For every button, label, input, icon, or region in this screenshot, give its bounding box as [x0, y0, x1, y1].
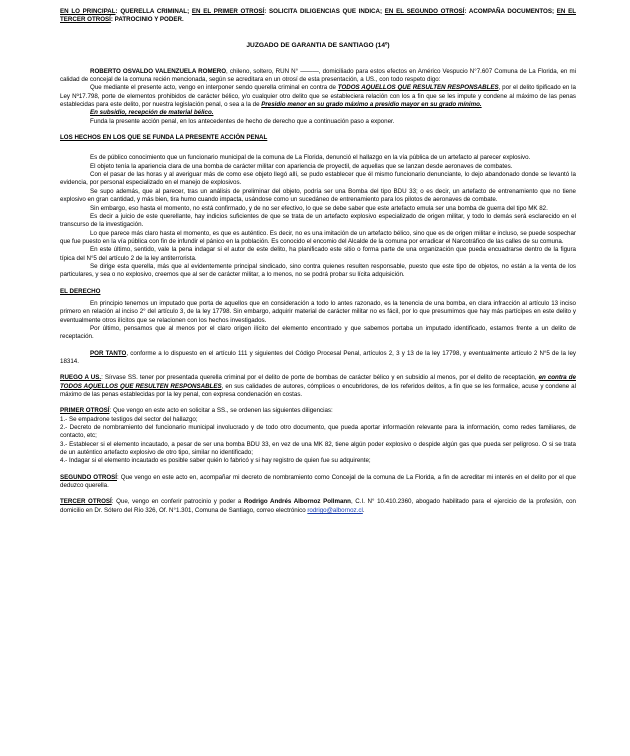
hechos-heading: LOS HECHOS EN LOS QUE SE FUNDA LA PRESENTE ACCIÓN PENAL	[60, 134, 268, 142]
sumilla-tercer-otrosi-label: EN EL TERCER OTROSÍ	[60, 8, 576, 24]
hechos-paragraph-6: Es decir a juicio de este querellante, hay indicios suficientes de que se trata de un artefacto explosivo especializado de origen militar, y todo lo demás será esclarecido en el transcurso de la investigación.	[60, 212, 576, 229]
portanto-label: POR TANTO	[90, 349, 127, 357]
sumilla	[60, 8, 576, 25]
subsidio-text: En subsidio, recepción de material bélico.	[90, 109, 214, 117]
ruego-paragraph	[60, 374, 576, 399]
funda-paragraph: Funda la presente acción penal, en los antecedentes de hecho de derecho que a continuación paso a exponer.	[90, 117, 395, 125]
hechos-paragraph-3: Con el pasar de las horas y al averiguar más de como ese objeto llegó allí, se pudo establecer que él mismo funcionario denunciante, lo dejo abandonado donde se levantó la evidencia, por personal especializado en el manejo de explosivos.	[60, 171, 576, 187]
tercer-otrosi-text-b: , C.I. N° 10.410.2360, abogado habilitado para el ejercicio de la profesión, con domicilio en Dr. Sótero del Río 326, Of. N°1.301, Comuna de Santiago, correo electrónico	[60, 498, 576, 514]
ruego-responsables: en contra de TODOS AQUELLOS QUE RESULTEN RESPONSABLES	[60, 374, 576, 390]
derecho-paragraph-1: En principio tenemos un imputado que porta de aquellos que en consideración a todo lo antes razonado, es la tenencia de una bomba, en clara infracción al artículo 13 inciso primero en relación al inciso 2° del artículo 3, de la ley 17798. Sin embargo, adquirir material de carácter militar no es fácil, por lo que presumimos que hay más partícipes en este delito y eventualmente otros ilícitos que se relacionen con los hechos investigados.	[60, 299, 576, 324]
querella-text-a: Que mediante el presente acto, vengo en interponer sendo querella criminal en contra de	[90, 84, 338, 92]
sumilla-segundo-otrosi-text: : ACOMPAÑA DOCUMENTOS;	[464, 8, 557, 15]
sumilla-tercer-otrosi-text: : PATROCINIO Y PODER.	[110, 16, 184, 24]
tercer-otrosi-paragraph	[60, 498, 576, 515]
abogado-name: Rodrigo Andrés Albornoz Pollmann	[243, 498, 351, 506]
primer-otrosi-text: : Que vengo en este acto en solicitar a SS., se ordenen las siguientes diligencias:	[109, 407, 333, 415]
diligencia-item-3: 3.- Establecer si el elemento incautado, a pesar de ser una bomba BDU 33, en vez de una MK 82, tiene algún poder explosivo o despide algún gas que pueda ser peligroso. O si se trata de un auténtico artefacto explosivo de otro tipo, similar no identificado;	[60, 440, 576, 457]
hechos-paragraph-2: El objeto tenía la apariencia clara de una bomba de carácter militar con apariencia de proyectil, de aquellas que se lanzan desde aeronaves de combates.	[90, 162, 513, 170]
portanto-text: , conforme a lo dispuesto en el artículo 111 y siguientes del Código Procesal Penal, artículos 2, 3 y 13 de la ley 17798, y eventualmente artículo 2 N°5 de la ley 18314.	[60, 349, 576, 365]
ruego-text-c: , en sus calidades de autores, cómplices o encubridores, de los referidos delitos, a fin que se les formalice, acuse y condene al máximo de las penas establecidas por la ley penal, con expresa condenación en costas.	[60, 382, 576, 399]
portanto-paragraph	[60, 350, 576, 367]
querella-paragraph	[60, 84, 576, 109]
intro-text: , chileno, soltero, RUN N° ———, domiciliado para estos efectos en Américo Vespucio N°7.607 Comuna de La Florida, en mi calidad de concejal de la comuna recién mencionada, según se acreditara en un otrosí de esta presentación, a US., con todo respeto digo:	[60, 67, 577, 84]
ruego-text-a: : Sírvase SS. tener por presentada querella criminal por el delito de porte de bombas de carácter bélico y en subsidio al menos, por el delito de receptación,	[101, 374, 539, 382]
segundo-otrosi-label: SEGUNDO OTROSÍ	[60, 473, 117, 481]
derecho-paragraph-2: Por último, pensamos que al menos por el claro origen ilícito del elemento encontrado y que sabemos portaba un imputado identificado, estamos frente a un delito de receptación.	[60, 324, 576, 341]
sumilla-principal-text: : QUERELLA CRIMINAL;	[115, 8, 192, 15]
segundo-otrosi-paragraph	[60, 474, 576, 491]
ruego-label: RUEGO A US.	[60, 374, 102, 382]
hechos-paragraph-7: Lo que parece más claro hasta el momento, es que es auténtico. Es decir, no es una imitación de un artefacto bélico, sino que es de origen militar e incluso, se puede sospechar que fue puesto en la vía pública con fin de infundir el pánico en la población. Es conocido el encomio del Alcalde de la comuna por erradicar el Narcotráfico de las calles de su comuna.	[60, 229, 576, 245]
sumilla-primer-otrosi-text: : SOLICITA DILIGENCIAS QUE INDICA;	[264, 8, 385, 15]
sumilla-primer-otrosi-label: EN EL PRIMER OTROSÍ	[191, 8, 265, 15]
subsidio-paragraph	[60, 109, 576, 117]
querella-text-c: , por el delito tipificado en la Ley Nº17.798, porte de elementos prohibidos de carácter bélico, y/o cualquier otro delito que se estableciera relación con los a fin que se les impute y condene al máximo de las penas establecidas para este delito, por nuestra legislación penal, o sea a la de	[60, 84, 576, 109]
hechos-paragraph-1: Es de público conocimiento que un funcionario municipal de la comuna de La Florida, denunció el hallazgo en la vía pública de un artefacto al parecer explosivo.	[90, 154, 531, 162]
querellante-name: ROBERTO OSVALDO VALENZUELA ROMERO	[90, 67, 227, 75]
primer-otrosi-paragraph	[60, 407, 576, 415]
tercer-otrosi-text-a: : Que, vengo en conferir patrocinio y poder a	[111, 498, 244, 506]
segundo-otrosi-text: : Que vengo en este acto en, acompañar mi decreto de nombramiento como Concejal de la comuna de La Florida, a fin de acreditar mi interés en el delito por el que deduzco querella.	[60, 473, 576, 490]
derecho-heading: EL DERECHO	[60, 287, 101, 295]
tercer-otrosi-label: TERCER OTROSÍ	[60, 498, 112, 506]
intro-paragraph	[60, 68, 576, 85]
abogado-email-link[interactable]: rodrigo@albornoz.cl	[307, 506, 363, 514]
diligencia-item-1: 1.- Se empadrone testigos del sector del hallazgo;	[60, 415, 198, 423]
diligencia-item-4: 4.- Indagar si el elemento incautado es posible saber quién lo fabricó y si hay registro de quien fue su adquirente;	[60, 457, 371, 465]
sumilla-segundo-otrosi-label: EN EL SEGUNDO OTROSÍ	[384, 8, 465, 15]
hechos-paragraph-9: Se dirige esta querella, más que al evidentemente principal sindicado, sino contra quienes resulten responsable, puesto que este tipo de objetos, no están a la venta de los particulares, y sea o no explosivo, creemos que al ser de carácter militar, a lo menos, no se podrá probar su lícita adquisición.	[60, 262, 576, 279]
hechos-paragraph-5: Sin embargo, eso hasta el momento, no está confirmado, y de no ser efectivo, lo que se debe saber que este artefacto emula ser una bomba de guerra del tipo MK 82.	[90, 204, 548, 212]
tercer-otrosi-text-c: .	[362, 506, 365, 514]
court-heading: JUZGADO DE GARANTIA DE SANTIAGO (14º)	[246, 41, 390, 49]
querella-pena: Presidio menor en su grado máximo a presidio mayor en su grado mínimo.	[261, 101, 482, 109]
hechos-paragraph-4: Se supo además, que al parecer, tras un análisis de preliminar del objeto, podría ser una Bomba del tipo BDU 33; o es decir, un artefacto de entrenamiento que no tiene explosivo en gran cantidad, y más bien, tira humo cuando impacta, usándose como un sucedáneo de entrenamiento para los pilotos de aeronaves de combate.	[60, 187, 576, 204]
querella-responsables: TODOS AQUELLOS QUE RESULTEN RESPONSABLES	[337, 84, 499, 92]
sumilla-principal-label: EN LO PRINCIPAL	[60, 8, 116, 15]
hechos-paragraph-8: En este último, sentido, vale la pena indagar si el autor de este delito, ha planificado este sitio o forma parte de una organización que pueda encuadrarse dentro de la figura típica del N°5 del artículo 2 de la ley antiterrorista.	[60, 246, 576, 262]
primer-otrosi-label: PRIMER OTROSÍ	[60, 407, 110, 415]
diligencia-item-2: 2.- Decreto de nombramiento del funcionario municipal involucrado y de todo otro documento, que pueda aportar información relevante para la información, como redes familiares, de contacto, etc;	[60, 424, 576, 440]
